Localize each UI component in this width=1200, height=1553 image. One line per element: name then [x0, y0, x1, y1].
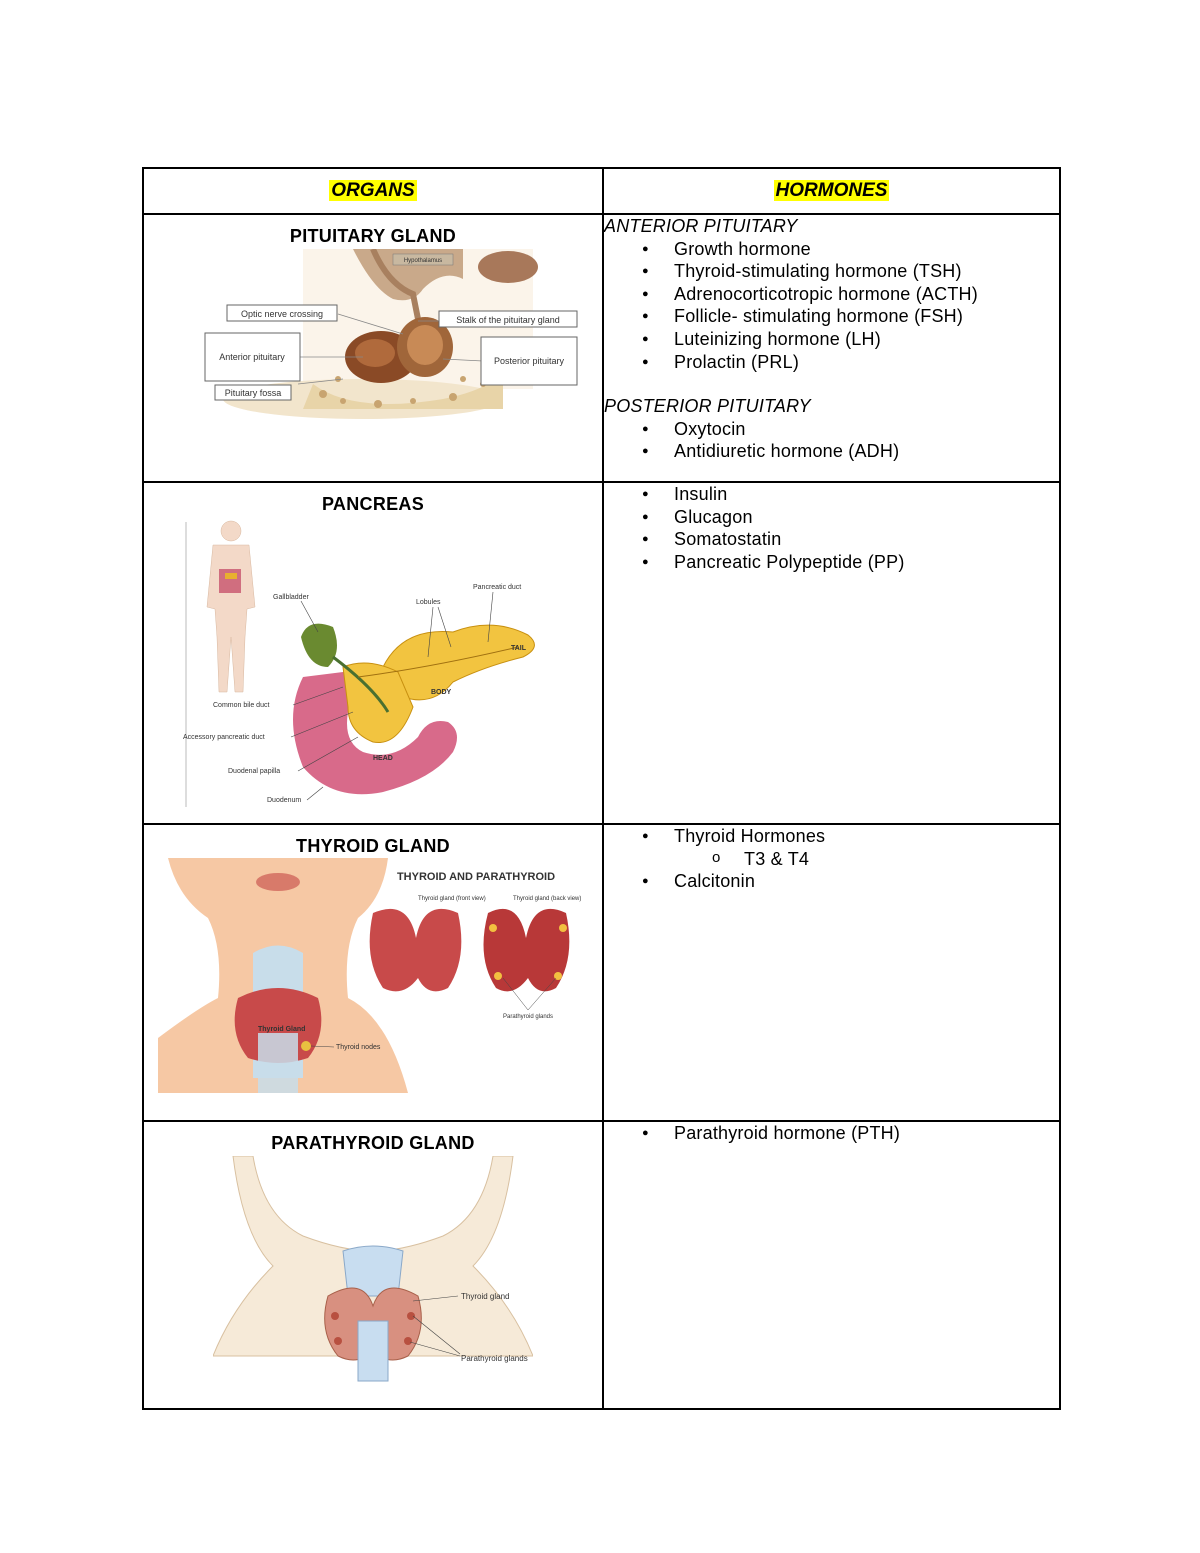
organ-cell [143, 1121, 603, 1409]
hormone-list [604, 483, 1059, 573]
hormone-list [604, 870, 1059, 893]
table-row [143, 824, 1060, 1121]
organs-header: ORGANS [331, 180, 415, 201]
list-item: ● Thyroid Hormones [642, 825, 1059, 848]
header-row [143, 168, 1060, 214]
list-item: ● Thyroid-stimulating hormone (TSH) [642, 260, 1059, 283]
organs-hormones-table [142, 167, 1061, 1410]
table-row [143, 214, 1060, 482]
label-optic-nerve: Optic nerve crossing [240, 309, 324, 319]
table-row [143, 482, 1060, 824]
hormone-list [604, 1122, 1059, 1145]
section-title: ANTERIOR PITUITARY [604, 216, 798, 236]
section-title: POSTERIOR PITUITARY [604, 396, 811, 417]
hormone-cell [603, 214, 1060, 482]
label-lobules: Lobules [416, 599, 441, 606]
table-row [143, 1121, 1060, 1409]
label-thyroid-parathyroid-title: THYROID AND PARATHYROID [396, 871, 556, 883]
hormones-header: HORMONES [775, 180, 888, 201]
label-gallbladder: Gallbladder [273, 594, 309, 601]
list-item: ● Glucagon [642, 506, 1059, 529]
label-parathyroid-glands: Parathyroid glands [502, 1014, 554, 1020]
list-item: ● Growth hormone [642, 238, 1059, 261]
hormones-header-cell [603, 168, 1060, 214]
hormone-cell [603, 1121, 1060, 1409]
label-stalk: Stalk of the pituitary gland [456, 315, 560, 325]
label-anterior-pituitary: Anterior pituitary [219, 352, 285, 362]
label-back-view: Thyroid gland (back view) [513, 896, 582, 902]
hormone-list [604, 238, 1059, 374]
organ-cell [143, 482, 603, 824]
list-item: ● Antidiuretic hormone (ADH) [642, 440, 1059, 463]
label-duodenum: Duodenum [267, 797, 302, 804]
list-item: ● Adrenocorticotropic hormone (ACTH) [642, 283, 1059, 306]
list-item: ● Insulin [642, 483, 1059, 506]
pituitary-illustration [163, 249, 583, 419]
label-common-bile-duct: Common bile duct [213, 702, 270, 709]
list-item: ● Prolactin (PRL) [642, 351, 1059, 374]
parathyroid-illustration [213, 1156, 533, 1386]
label-thyroid-gland: Thyroid gland [461, 1292, 510, 1301]
organ-name: PANCREAS [321, 494, 425, 514]
label-front-view: Thyroid gland (front view) [418, 896, 486, 902]
hormone-list [604, 825, 1059, 848]
list-item: ● Parathyroid hormone (PTH) [642, 1122, 1059, 1145]
organ-cell [143, 214, 603, 482]
list-item: ● Somatostatin [642, 528, 1059, 551]
list-item: ● Calcitonin [642, 870, 1059, 893]
organ-name: THYROID GLAND [296, 836, 450, 856]
hormone-sublist [604, 848, 1059, 871]
label-body: BODY [431, 689, 452, 696]
label-pancreatic-duct: Pancreatic duct [473, 584, 522, 591]
sub-list-item: o T3 & T4 [712, 848, 1059, 871]
label-thyroid-gland: Thyroid Gland [258, 1026, 306, 1033]
list-item: ● Follicle- stimulating hormone (FSH) [642, 305, 1059, 328]
label-pituitary-fossa: Pituitary fossa [224, 388, 282, 398]
label-parathyroid-glands: Parathyroid glands [461, 1354, 528, 1363]
label-duodenal-papilla: Duodenal papilla [228, 768, 281, 775]
organ-name: PITUITARY GLAND [289, 226, 457, 246]
label-thyroid-nodes: Thyroid nodes [336, 1044, 381, 1051]
label-posterior-pituitary: Posterior pituitary [493, 356, 565, 366]
list-item: ● Luteinizing hormone (LH) [642, 328, 1059, 351]
thyroid-illustration [158, 858, 588, 1096]
hormone-list [604, 418, 1059, 463]
label-hypothalamus: Hypothalamus [403, 258, 443, 264]
label-head: HEAD [373, 755, 393, 762]
organs-header-cell [143, 168, 603, 214]
list-item: ● Oxytocin [642, 418, 1059, 441]
hormone-cell [603, 824, 1060, 1121]
organ-name: PARATHYROID GLAND [271, 1133, 475, 1153]
label-accessory-duct: Accessory pancreatic duct [183, 734, 265, 741]
pancreas-illustration [183, 517, 563, 812]
list-item: ● Pancreatic Polypeptide (PP) [642, 551, 1059, 574]
organ-cell [143, 824, 603, 1121]
label-tail: TAIL [511, 645, 527, 652]
hormone-cell [603, 482, 1060, 824]
